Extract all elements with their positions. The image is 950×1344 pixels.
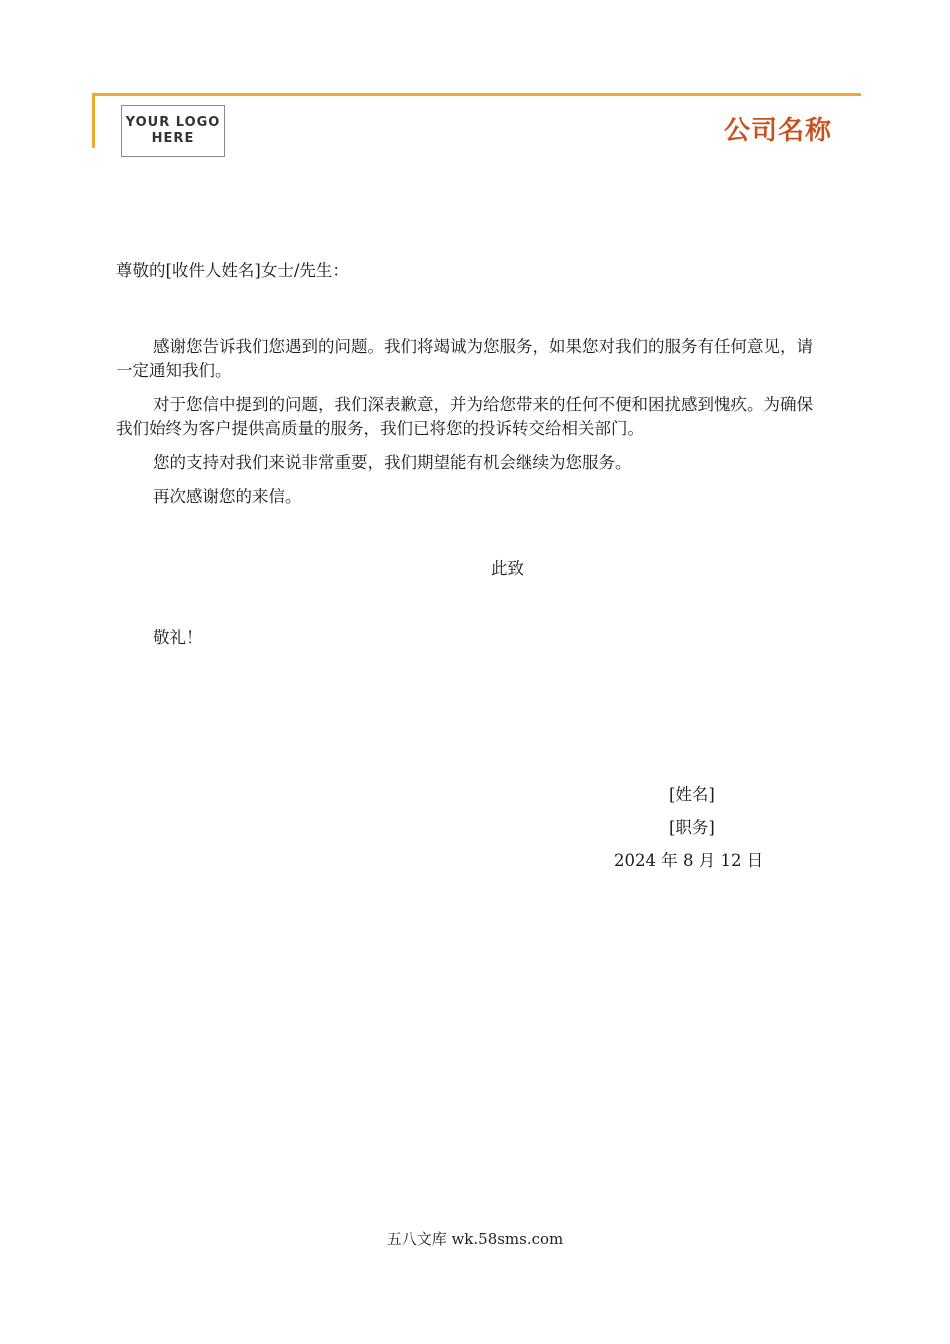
page-footer: 五八文库 wk.58sms.com xyxy=(386,1230,564,1248)
signature-date: 2024 年 8 月 12 日 xyxy=(614,851,764,870)
body-paragraph: 您的支持对我们来说非常重要，我们期望能有机会继续为您服务。 xyxy=(153,453,632,472)
logo-text-line2: HERE xyxy=(151,131,195,146)
header-accent-rule-left xyxy=(92,93,95,148)
company-name: 公司名称 xyxy=(723,116,832,146)
header-accent-rule xyxy=(92,93,861,96)
body-paragraph: 再次感谢您的来信。 xyxy=(153,487,302,506)
body-paragraph: 对于您信中提到的问题，我们深表歉意，并为给您带来的任何不便和困扰感到愧疚。为确保我们始终为客户提供高质量的服务，我们已将您的投诉转交给相关部门。 xyxy=(116,395,813,438)
logo-text-line1: YOUR LOGO xyxy=(125,115,221,130)
letter-closing: 此致 xyxy=(491,559,524,578)
letter-regards: 敬礼！ xyxy=(153,628,203,647)
letter-body xyxy=(116,335,828,519)
signature-name: [姓名] xyxy=(669,785,715,804)
company-logo-placeholder xyxy=(121,105,225,157)
body-paragraph: 感谢您告诉我们您遇到的问题。我们将竭诚为您服务，如果您对我们的服务有任何意见，请一定通知我们。 xyxy=(116,337,813,380)
letter-salutation: 尊敬的[收件人姓名]女士/先生： xyxy=(116,261,349,280)
signature-title: [职务] xyxy=(669,818,715,837)
